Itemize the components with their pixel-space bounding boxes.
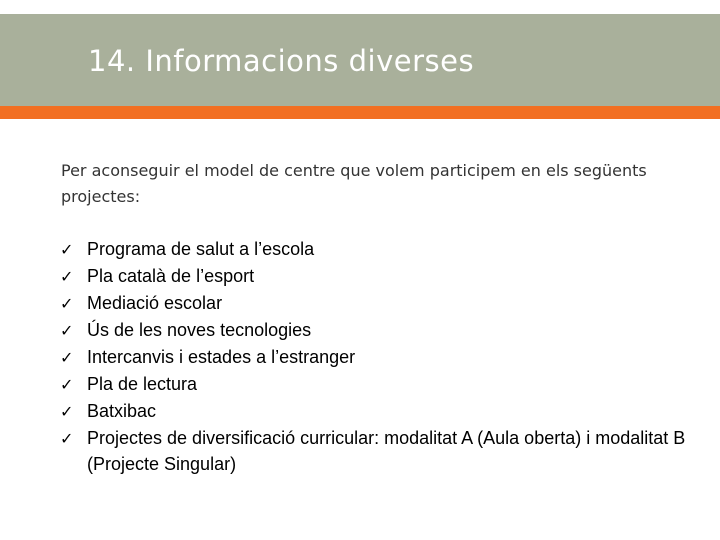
- check-icon: ✓: [60, 348, 74, 367]
- list-item-label: Mediació escolar: [87, 293, 223, 313]
- check-icon: ✓: [60, 294, 74, 313]
- check-icon: ✓: [60, 321, 74, 340]
- check-icon: ✓: [60, 429, 74, 448]
- intro-text: Per aconseguir el model de centre que volem participem en els següents projectes:: [61, 161, 647, 206]
- list-item: [60, 398, 700, 425]
- list-item-label: Pla de lectura: [87, 374, 198, 394]
- check-icon: ✓: [60, 375, 74, 394]
- list-item-label: Projectes de diversificació curricular: modalitat A (Aula oberta) i modalitat B (Projecte Singular): [87, 428, 686, 474]
- check-icon: ✓: [60, 267, 74, 286]
- project-list: [60, 236, 700, 477]
- list-item: [60, 344, 700, 371]
- list-item: [60, 425, 700, 477]
- list-item: [60, 290, 700, 317]
- check-icon: ✓: [60, 402, 74, 421]
- list-item-label: Ús de les noves tecnologies: [87, 320, 312, 340]
- list-item: [60, 236, 700, 263]
- list-item: [60, 263, 700, 290]
- list-item: [60, 317, 700, 344]
- list-item-label: Programa de salut a l’escola: [87, 239, 315, 259]
- list-item-label: Batxibac: [87, 401, 157, 421]
- accent-bar: [0, 106, 720, 119]
- check-icon: ✓: [60, 240, 74, 259]
- list-item-label: Pla català de l’esport: [87, 266, 255, 286]
- list-item-label: Intercanvis i estades a l’estranger: [87, 347, 356, 367]
- slide-title: 14. Informacions diverses: [88, 44, 475, 78]
- list-item: [60, 371, 700, 398]
